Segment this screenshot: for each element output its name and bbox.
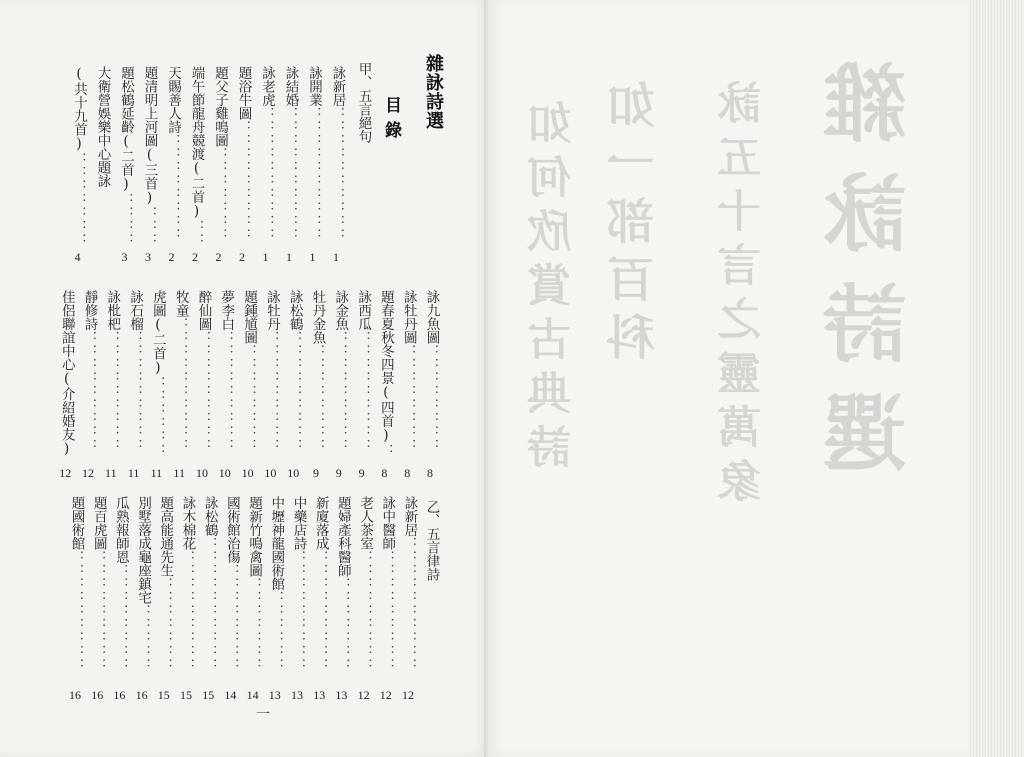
toc-entry-label: 題父子雞鳴圖: [212, 66, 228, 147]
toc-entry-label: 詠九魚圖: [423, 290, 440, 344]
toc-page-number: 1: [286, 250, 292, 264]
toc-page-number: 11: [173, 466, 185, 480]
section-heading-a: 甲、五言絕句: [355, 62, 372, 143]
leader-dots: ：：：：：：：: [246, 577, 263, 672]
toc-page-number: 10: [287, 466, 300, 480]
toc-entry-label: 題國術館: [68, 496, 85, 550]
toc-entry-label: 題清明上河圖(三首): [141, 66, 158, 206]
leader-dots: ：：：：：：：：: [400, 344, 417, 452]
toc-page-number: 10: [241, 466, 254, 480]
toc-entry: [236, 66, 250, 242]
toc-entry-label: 詠金魚: [332, 290, 349, 331]
leader-dots: ：：：：：：：：：：: [306, 106, 322, 242]
toc-entry-label: 中藥店詩: [290, 496, 307, 550]
leader-dots: ：：：：：：: [149, 376, 166, 457]
toc-entry: [119, 66, 133, 247]
toc-entry: [401, 290, 415, 452]
toc-entry: [310, 290, 324, 452]
toc-entry: [158, 496, 172, 672]
toc-entry: [142, 66, 156, 247]
toc-page-number: 11: [105, 466, 117, 480]
leader-dots: ：：：：：：：：：：: [259, 106, 275, 242]
toc-entry: [213, 66, 227, 242]
show-through-line: 詠五十言之靈萬象: [718, 80, 769, 512]
toc-page-number: 11: [150, 466, 163, 480]
toc-entry-label: (共十九首): [71, 66, 87, 152]
toc-page-number: 11: [127, 466, 140, 480]
toc-entry-label: 醉仙圖: [195, 290, 212, 331]
toc-page-number: 2: [192, 250, 198, 264]
leader-dots: ：：：：：：：：：: [179, 550, 196, 672]
toc-page-number: 15: [157, 688, 170, 702]
toc-heading: 目錄: [381, 96, 401, 146]
toc-entry-label: 詠新居: [401, 496, 418, 537]
toc-entry: [180, 496, 194, 672]
toc-page-number: 10: [218, 466, 231, 480]
leader-dots: ：：：：：：：: [71, 152, 87, 247]
toc-page-number: 2: [215, 250, 222, 264]
leader-dots: ：：：：：：：：: [309, 344, 326, 452]
show-through-line: 如何欣賞古典詩: [528, 100, 579, 478]
toc-entry: [335, 496, 349, 672]
toc-entry: [269, 496, 283, 672]
toc-entry-label: 詠石榴: [127, 290, 144, 331]
toc-page-number: 16: [91, 688, 104, 702]
leader-dots: ：：：：：：：：：: [104, 330, 121, 452]
leader-dots: ：：：：：：：：：: [332, 330, 349, 452]
toc-entry: [424, 290, 438, 452]
toc-entry-label: 題百虎圖: [90, 496, 107, 550]
toc-entry: [128, 290, 142, 452]
toc-entry: [247, 496, 261, 672]
section-heading-b: 乙、五言律詩: [423, 500, 440, 581]
toc-page-number: 2: [168, 250, 175, 264]
toc-entry: [307, 66, 321, 242]
toc-entry: [105, 290, 119, 452]
toc-entry: [113, 496, 127, 672]
toc-entry-label: 虎圖(二首): [149, 290, 166, 376]
toc-entry-label: 詠松鶴: [201, 496, 218, 537]
toc-page-number: 12: [357, 688, 370, 702]
toc-entry: [260, 66, 274, 242]
toc-entry-label: 詠開業: [306, 66, 322, 107]
leader-dots: ：：：：：：：：：: [357, 550, 374, 672]
toc-entry-label: 詠結婚: [282, 66, 299, 107]
toc-page-number: 2: [239, 250, 245, 264]
toc-page-number: 12: [59, 466, 72, 480]
book-title: 雜詠詩選: [423, 54, 444, 130]
toc-page-number: 8: [404, 466, 411, 480]
toc-entry: [224, 496, 238, 672]
toc-entry-label: 詠老虎: [259, 66, 275, 107]
page-edges: [968, 0, 1024, 757]
toc-entry-label: 題新竹鳴禽圖: [246, 496, 263, 577]
toc-entry-label: 別墅落成龜座鎮宅: [135, 496, 152, 604]
toc-entry-label: 題高能通先生: [157, 496, 174, 577]
toc-page-number: 10: [196, 466, 208, 480]
toc-entry: [82, 290, 96, 452]
toc-page-number: 16: [69, 688, 81, 702]
toc-entry: [264, 290, 278, 452]
leader-dots: ：：：：：：: [268, 590, 285, 672]
toc-page-number: 13: [335, 688, 348, 702]
toc-page-number: 12: [379, 688, 392, 702]
leader-dots: ：：：：：：：：：: [81, 330, 98, 452]
toc-entry-label: 題鍾馗圖: [241, 290, 258, 344]
toc-entry: [189, 66, 203, 247]
toc-entry-label: 牧童: [172, 290, 189, 317]
toc-entry-label: 夢李白: [218, 290, 235, 331]
leader-dots: ：：：：：: [135, 604, 152, 672]
leader-dots: ：：：：：：：：：: [312, 550, 329, 672]
toc-page-number: 13: [268, 688, 281, 702]
toc-entry-label: 老人茶室: [357, 496, 374, 550]
leader-dots: ：：：：：：：：: [423, 344, 440, 452]
toc-entry: [242, 290, 256, 452]
leader-dots: ：：：：：：：：：：: [329, 106, 346, 242]
toc-page-number: 8: [427, 466, 433, 480]
toc-entry-label: 天賜善人詩: [165, 66, 181, 134]
toc-entry-label: 詠西瓜: [355, 290, 372, 331]
toc-page-number: 13: [313, 688, 326, 702]
leader-dots: ：：：：：：：: [212, 147, 228, 242]
toc-entry: [196, 290, 210, 452]
leader-dots: ：：：：：：：：：: [218, 330, 235, 452]
toc-entry-label: 詠牡丹圖: [400, 290, 417, 344]
toc-entry: [333, 290, 347, 452]
toc-entry-label: 中壢神龍國術館: [268, 496, 285, 591]
toc-page-number: 1: [309, 250, 316, 264]
toc-entry: [95, 66, 109, 188]
toc-page-number: 16: [135, 688, 148, 702]
toc-entry-label: 靜修詩: [81, 290, 98, 331]
toc-entry: [378, 290, 392, 457]
toc-page-number: 9: [313, 466, 319, 480]
toc-entry: [356, 290, 370, 452]
toc-entry-label: 大衛營娛樂中心題詠: [94, 66, 111, 188]
toc-entry: [330, 66, 344, 242]
toc-entry-label: 題婦產科醫師: [334, 496, 351, 577]
toc-entry: [202, 496, 216, 672]
toc-page-number: 4: [74, 250, 81, 264]
toc-entry-label: 題浴牛圖: [235, 66, 252, 120]
leader-dots: ：：：：：：：：：：: [172, 317, 189, 452]
leader-dots: ：：：：：：：：: [241, 344, 258, 452]
toc-page-number: 13: [291, 688, 303, 702]
toc-page-number: 14: [246, 688, 259, 702]
leader-dots: ：：：：：：：: [334, 577, 351, 672]
toc-entry: [150, 290, 164, 457]
toc-entry: [69, 496, 83, 672]
toc-entry: [313, 496, 327, 672]
toc-entry: [287, 290, 301, 452]
toc-page-number: 12: [82, 466, 94, 480]
toc-page-number: 1: [333, 250, 339, 264]
toc-entry: [358, 496, 372, 672]
toc-page-number: 3: [145, 250, 151, 264]
toc-entry-label: 佳侶聯誼中心(介紹婚友): [58, 290, 75, 457]
toc-page-number: 8: [381, 466, 388, 480]
leader-dots: ：：：：：：：：：: [235, 120, 252, 242]
toc-entry: [291, 496, 305, 672]
toc-page-number: 15: [180, 688, 192, 702]
show-through-line: 如一部百科: [607, 80, 663, 370]
toc-entry: [166, 66, 180, 242]
leader-dots: ：：：：：：：：：: [195, 330, 212, 452]
toc-entry-label: 詠中醫師: [379, 496, 396, 550]
toc-page-number: 1: [262, 250, 269, 264]
toc-entry: [173, 290, 187, 452]
toc-page-number: 10: [264, 466, 277, 480]
show-through-line: 雜詠詩選: [821, 60, 920, 500]
toc-entry-label: 端午節龍舟競渡(二首): [188, 66, 205, 220]
leader-dots: ：：：：：：：：：：: [201, 536, 218, 672]
toc-entry-label: 詠新居: [329, 66, 346, 107]
leader-dots: ：：：：：：：：：：: [282, 106, 299, 242]
leader-dots: ：：：：：：：：：: [68, 550, 85, 672]
leader-dots: ：：：：：：：：：: [90, 550, 107, 672]
leader-dots: ：：：：：：：：：: [379, 550, 396, 672]
leader-dots: ：：：：：：：：: [165, 133, 181, 242]
leader-dots: ：：：：：：：：：: [286, 330, 303, 452]
toc-page-number: 9: [335, 466, 342, 480]
toc-page-number: 9: [358, 466, 365, 480]
toc-entry-label: 詠松鶴: [286, 290, 303, 331]
leader-dots: ：：：：：：：：：: [290, 550, 307, 672]
toc-entry-label: 詠枇杷: [104, 290, 121, 331]
toc-page-number: 16: [113, 688, 126, 702]
toc-page-number: 3: [121, 250, 128, 264]
toc-page-number: 15: [202, 688, 215, 702]
leader-dots: ：：：：：：：：: [112, 563, 129, 672]
leader-dots: ：：：: [141, 206, 158, 247]
leader-dots: ：：：：：：：：：：: [401, 536, 418, 672]
toc-entry: [91, 496, 105, 672]
leader-dots: ：：：：：：：：：: [355, 330, 372, 452]
toc-entry-label: 題松鶴延齡(二首): [118, 66, 134, 193]
toc-page-number: 14: [224, 688, 237, 702]
leader-dots: ：：：：：：：：: [223, 563, 240, 672]
toc-entry: [72, 66, 86, 247]
leader-dots: ：: [377, 443, 394, 457]
toc-entry-label: 牡丹金魚: [309, 290, 326, 344]
toc-entry: [380, 496, 394, 672]
toc-entry-label: 詠木棉花: [179, 496, 196, 550]
toc-entry: [136, 496, 150, 672]
leader-dots: ：：: [188, 219, 205, 247]
leader-dots: ：：：：：：：：：: [127, 330, 144, 452]
toc-page-number: 12: [402, 688, 414, 702]
toc-entry: [283, 66, 297, 242]
toc-entry-label: 國術館治傷: [223, 496, 240, 564]
toc-entry: [402, 496, 416, 672]
toc-entry: [59, 290, 73, 457]
toc-entry-label: 詠牡丹: [263, 290, 280, 331]
leader-dots: ：：：：: [118, 192, 134, 247]
page-folio: 一: [256, 707, 270, 723]
toc-entry-label: 新廈落成: [312, 496, 329, 550]
leader-dots: ：：：：：：：: [157, 577, 174, 672]
leader-dots: ：：：：：：：：：: [263, 330, 280, 452]
toc-entry-label: 題春夏秋冬四景(四首): [377, 290, 394, 444]
toc-entry-label: 瓜熟報師恩: [112, 496, 129, 564]
toc-entry: [219, 290, 233, 452]
